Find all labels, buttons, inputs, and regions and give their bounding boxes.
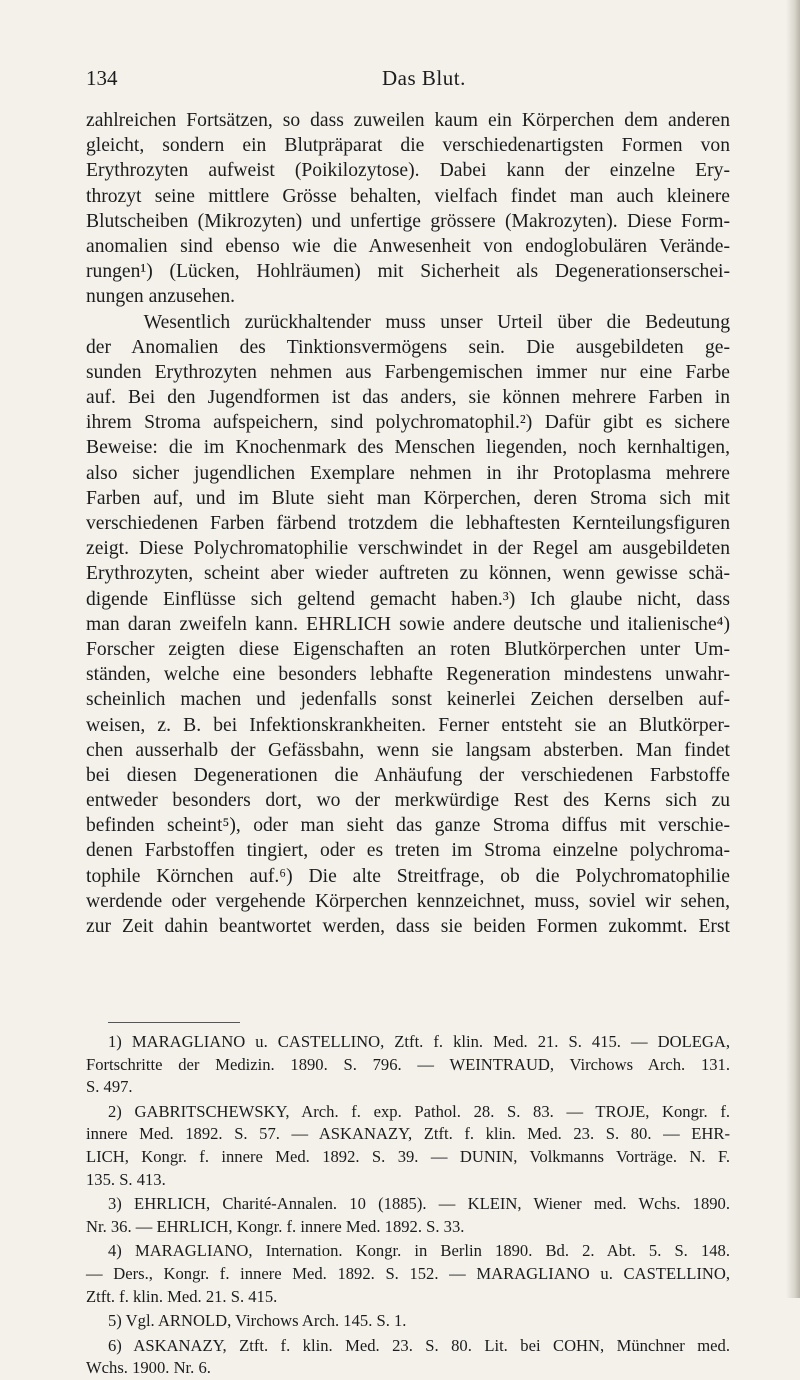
text-line: Erythrozyten, scheint aber wieder auftreten zu können, wenn gewisse schä- [86,563,730,585]
text-line: befinden scheint⁵), oder man sieht das ganze Stroma diffus mit verschie- [86,815,730,837]
footnote-line: Fortschritte der Medizin. 1890. S. 796. — WEINTRAUD, Virchows Arch. 131. [86,1054,730,1074]
text-line: sunden Erythrozyten nehmen aus Farbengemischen immer nur eine Farbe [86,361,730,383]
footnote-line: — Ders., Kongr. f. innere Med. 1892. S. 152. — MARAGLIANO u. CASTELLINO, [86,1263,730,1283]
running-title: Das Blut. [382,66,466,90]
text-line: man daran zweifeln kann. EHRLICH sowie andere deutsche und italienische⁴) [86,613,730,635]
text-line: der Anomalien des Tinktionsvermögens sein. Die ausgebildeten ge- [86,336,730,358]
text-line: throzyt seine mittlere Grösse behalten, vielfach findet man auch kleinere [86,185,730,207]
page-header [86,66,726,96]
text-line: tophile Körnchen auf.⁶) Die alte Streitfrage, ob die Polychromatophilie [86,865,730,887]
footnote-line: 135. S. 413. [86,1169,166,1189]
footnote-line: 3) EHRLICH, Charité-Annalen. 10 (1885). — KLEIN, Wiener med. Wchs. 1890. [108,1194,730,1214]
text-line: Farben auf, und im Blute sieht man Körperchen, deren Stroma sich mit [86,487,730,509]
text-line: verschiedenen Farben färbend trotzdem die lebhaftesten Kernteilungsfiguren [86,513,730,534]
text-line: zur Zeit dahin beantwortet werden, dass sie beiden Formen zukommt. Erst [86,916,730,937]
text-line: bei diesen Degenerationen die Anhäufung der verschiedenen Farbstoffe [86,764,730,786]
page-number: 134 [86,66,118,90]
text-line: zeigt. Diese Polychromatophilie verschwindet in der Regel am ausgebildeten [86,538,730,560]
text-line: digende Einflüsse sich geltend gemacht haben.³) Ich glaube nicht, dass [86,588,730,610]
footnote-line: Nr. 36. — EHRLICH, Kongr. f. innere Med. 1892. S. 33. [86,1216,465,1236]
footnote-line: LICH, Kongr. f. innere Med. 1892. S. 39. — DUNIN, Volkmanns Vorträge. N. F. [86,1146,730,1166]
text-line: Forscher zeigten diese Eigenschaften an roten Blutkörperchen unter Um- [86,638,730,660]
footnote-line: 5) Vgl. ARNOLD, Virchows Arch. 145. S. 1. [108,1311,407,1331]
footnote-separator [108,1022,240,1023]
text-line: rungen¹) (Lücken, Hohlräumen) mit Sicherheit als Degenerationserschei- [86,261,730,283]
text-line: nungen anzusehen. [86,286,236,308]
footnote-line: Wchs. 1900. Nr. 6. [86,1358,211,1378]
text-line: chen ausserhalb der Gefässbahn, wenn sie langsam absterben. Man findet [86,739,730,761]
footnotes-block [86,1031,730,1380]
footnote-line: 1) MARAGLIANO u. CASTELLINO, Ztft. f. klin. Med. 21. S. 415. — DOLEGA, [108,1032,730,1051]
text-line: also sicher jugendlichen Exemplare nehmen in ihr Protoplasma mehrere [86,462,730,484]
footnote-line: Ztft. f. klin. Med. 21. S. 415. [86,1286,278,1306]
main-text-block [86,108,730,939]
text-line: weisen, z. B. bei Infektionskrankheiten. Ferner entsteht sie an Blutkörper- [86,714,730,736]
text-line: ständen, welche eine besonders lebhafte Regeneration mindestens unwahr- [86,664,730,686]
footnote-line: 2) GABRITSCHEWSKY, Arch. f. exp. Pathol. 28. S. 83. — TROJE, Kongr. f. [108,1101,730,1121]
text-line: Blutscheiben (Mikrozyten) und unfertige grössere (Makrozyten). Diese Form- [86,210,730,232]
text-line: auf. Bei den Jugendformen ist das anders, sie können mehrere Farben in [86,387,730,409]
text-line: zahlreichen Fortsätzen, so dass zuweilen kaum ein Körperchen dem anderen [86,110,730,131]
text-line: werdende oder vergehende Körperchen kennzeichnet, muss, soviel wir sehen, [86,890,730,912]
text-line: ihrem Stroma aufspeichern, sind polychromatophil.²) Dafür gibt es sichere [86,412,730,434]
page-edge-shadow [786,0,800,1298]
text-line: Beweise: die im Knochenmark des Menschen liegenden, noch kernhaltigen, [86,437,730,459]
footnote-line: 6) ASKANAZY, Ztft. f. klin. Med. 23. S. 80. Lit. bei COHN, Münchner med. [108,1335,730,1355]
text-line: Erythrozyten aufweist (Poikilozytose). Dabei kann der einzelne Ery- [86,160,730,182]
text-line: anomalien sind ebenso wie die Anwesenheit von endoglobulären Verände- [86,235,730,257]
text-line: denen Farbstoffen tingiert, oder es treten im Stroma einzelne polychroma- [86,840,730,862]
text-line: Wesentlich zurückhaltender muss unser Urteil über die Bedeutung [86,311,730,333]
text-line: gleicht, sondern ein Blutpräparat die verschiedenartigsten Formen von [86,135,730,157]
text-line: entweder besonders dort, wo der merkwürdige Rest des Kerns sich zu [86,790,730,812]
footnote-line: S. 497. [86,1077,133,1097]
footnote-line: innere Med. 1892. S. 57. — ASKANAZY, Ztft. f. klin. Med. 23. S. 80. — EHR- [86,1124,730,1144]
footnote-line: 4) MARAGLIANO, Internation. Kongr. in Berlin 1890. Bd. 2. Abt. 5. S. 148. [108,1241,730,1261]
text-line: scheinlich machen und jedenfalls sonst keinerlei Zeichen derselben auf- [86,689,730,711]
